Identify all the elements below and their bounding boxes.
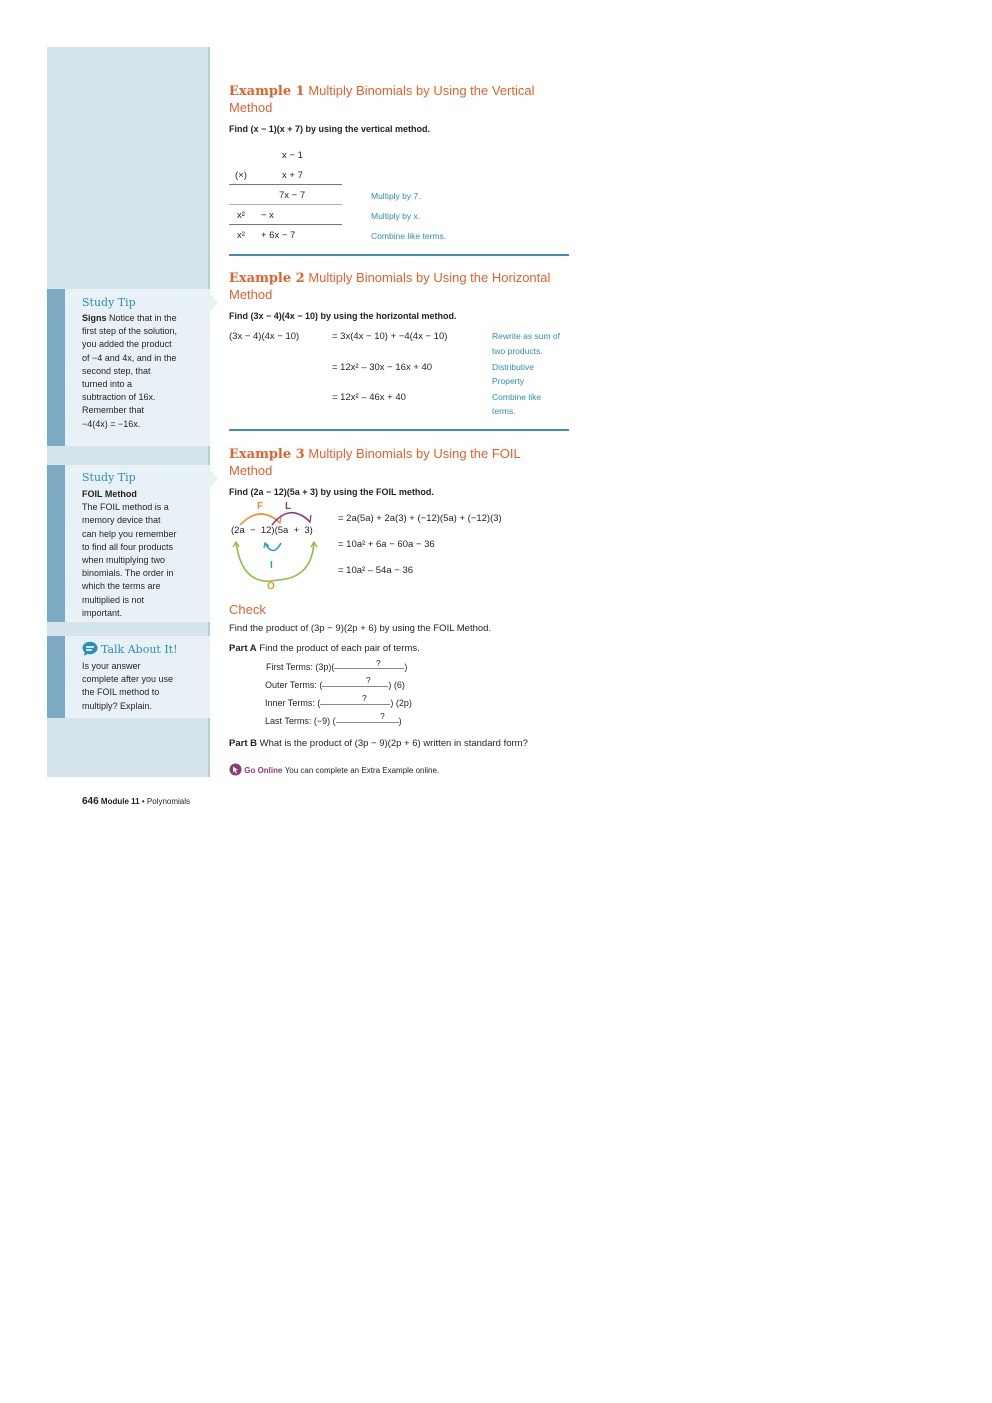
answer-placeholder-mark: ?	[380, 711, 385, 721]
answer-placeholder-mark: ?	[362, 693, 367, 703]
talk-line: the FOIL method to	[82, 687, 160, 698]
page-number: 646	[82, 796, 99, 807]
outer-terms-answer-field[interactable]	[322, 685, 388, 687]
talk-about-it	[47, 636, 210, 718]
tip-line: second step, that	[82, 365, 151, 376]
tip-line: The FOIL method is a	[82, 502, 169, 513]
example2-title	[229, 270, 574, 303]
part-b-label: Part B	[229, 738, 257, 749]
example1-title-text: Multiply Binomials by Using the Vertical	[308, 83, 535, 98]
example3-title-text: Method	[229, 463, 273, 478]
answer-placeholder-mark: ?	[376, 658, 381, 668]
tip-line: −4(4x) = −16x.	[82, 418, 141, 429]
example2-title-text: Multiply Binomials by Using the Horizontal	[308, 270, 551, 285]
term-label: Last Terms: (−9) (	[265, 716, 336, 726]
go-online-icon	[229, 763, 242, 778]
table-divider	[229, 184, 342, 185]
last-terms-answer-field[interactable]	[336, 721, 399, 723]
tip-line: subtraction of 16x.	[82, 392, 156, 403]
tip-line: memory device that	[82, 515, 161, 526]
study-tip-lead: FOIL Method	[82, 489, 137, 499]
table-cell: x²	[237, 210, 245, 221]
study-tip-body	[82, 488, 200, 620]
study-tip-heading: Study Tip	[82, 471, 136, 484]
tip-line: which the terms are	[82, 581, 161, 592]
foil-diagram	[228, 500, 340, 594]
example3-prompt: Find (2a − 12)(5a + 3) by using the FOIL method.	[229, 487, 434, 497]
foil-i-label: I	[270, 560, 273, 571]
term-close: )	[404, 662, 408, 672]
tip-line: binomials. The order in	[82, 568, 174, 579]
example2-note: Distributive	[492, 362, 535, 372]
answer-placeholder-mark: ?	[366, 675, 371, 685]
foil-arcs	[228, 500, 340, 594]
table-note: Multiply by x.	[371, 211, 421, 221]
foil-l-label: L	[285, 501, 292, 512]
tip-line: turned into a	[82, 379, 133, 390]
talk-line: Is your answer	[82, 661, 141, 671]
talk-icon	[82, 641, 99, 659]
check-heading: Check	[229, 602, 266, 617]
study-tip-foil	[47, 465, 210, 622]
footer-topic: Polynomials	[146, 797, 191, 806]
tip-pointer	[210, 294, 218, 312]
term-close: )	[398, 716, 402, 726]
foil-f-label: F	[257, 501, 264, 512]
footer-separator: •	[141, 797, 145, 806]
table-cell: x − 1	[282, 150, 303, 161]
table-divider	[229, 224, 342, 225]
example1-title-text: Method	[229, 100, 273, 115]
table-cell: − x	[261, 210, 274, 221]
example1-title	[229, 83, 574, 116]
go-online[interactable]	[229, 763, 439, 778]
tip-line: Remember that	[82, 405, 145, 416]
part-a	[229, 643, 420, 654]
page-footer	[82, 796, 190, 807]
example2-note: two products.	[492, 346, 543, 356]
part-a-label: Part A	[229, 643, 257, 654]
first-terms-answer-field[interactable]	[334, 667, 404, 669]
tip-line: first step of the solution,	[82, 326, 178, 337]
example2-note: Combine like	[492, 392, 542, 402]
talk-heading: Talk About It!	[101, 643, 178, 656]
inner-terms-answer-field[interactable]	[320, 703, 390, 705]
part-b	[229, 738, 528, 749]
study-tip-body	[82, 312, 200, 431]
talk-line: complete after you use	[82, 674, 174, 685]
tip-line: can help you remember	[82, 528, 177, 539]
table-note: Combine like terms.	[371, 231, 447, 241]
tip-line: Notice that in the	[109, 313, 177, 323]
example3-step: = 2a(5a) + 2a(3) + (−12)(5a) + (−12)(3)	[338, 513, 502, 524]
example2-lhs: (3x − 4)(4x − 10)	[229, 331, 300, 342]
tip-line: multiplied is not	[82, 594, 145, 605]
term-close: ) (2p)	[390, 698, 412, 708]
term-close: ) (6)	[388, 680, 405, 690]
tip-line: when multiplying two	[82, 555, 166, 566]
inner-terms-row	[265, 698, 412, 708]
tip-pointer	[210, 470, 218, 488]
tip-line: of −4 and 4x, and in the	[82, 352, 177, 363]
term-label: First Terms: (3p)(	[266, 662, 335, 672]
example3-step: = 10a² – 54a − 36	[338, 565, 414, 576]
example1-label: Example 1	[229, 84, 305, 99]
check-prompt: Find the product of (3p − 9)(2p + 6) by using the FOIL Method.	[229, 623, 492, 634]
example2-note: terms.	[492, 406, 516, 416]
outer-terms-row	[265, 680, 405, 690]
study-tip-lead: Signs	[82, 313, 107, 323]
term-label: Outer Terms: (	[265, 680, 323, 690]
example2-title-text: Method	[229, 287, 273, 302]
section-divider	[229, 429, 569, 431]
study-tip-heading: Study Tip	[82, 296, 136, 309]
first-terms-row	[266, 662, 407, 672]
table-note: Multiply by 7.	[371, 191, 421, 201]
example2-step: = 12x² – 30x − 16x + 40	[332, 362, 433, 373]
tip-accent-bar	[47, 636, 65, 718]
tip-line: you added the product	[82, 339, 172, 350]
talk-line: multiply? Explain.	[82, 700, 153, 711]
part-a-text: Find the product of each pair of terms.	[259, 643, 420, 654]
example3-title-text: Multiply Binomials by Using the FOIL	[308, 446, 521, 461]
talk-body	[82, 660, 200, 713]
example1-prompt: Find (x − 1)(x + 7) by using the vertical method.	[229, 124, 431, 134]
example2-step: = 3x(4x − 10) + −4(4x − 10)	[332, 331, 448, 342]
module-label: Module 11	[100, 797, 140, 806]
term-label: Inner Terms: (	[265, 698, 321, 708]
go-online-text: You can complete an Extra Example online.	[284, 766, 440, 775]
tip-accent-bar	[47, 465, 65, 622]
example2-note: Rewrite as sum of	[492, 331, 561, 341]
tip-line: to find all four products	[82, 541, 174, 552]
table-cell: x + 7	[282, 170, 303, 181]
table-cell: (×)	[235, 170, 247, 181]
example2-prompt: Find (3x − 4)(4x − 10) by using the horizontal method.	[229, 311, 457, 321]
table-cell: x²	[237, 230, 245, 241]
table-cell: 7x − 7	[279, 190, 306, 201]
example3-step: = 10a² + 6a − 60a − 36	[338, 539, 435, 550]
study-tip-signs	[47, 289, 210, 446]
tip-accent-bar	[47, 289, 65, 446]
example3-title	[229, 446, 574, 479]
section-divider	[229, 254, 569, 256]
tip-line: important.	[82, 607, 123, 618]
example2-step: = 12x² – 46x + 40	[332, 392, 406, 403]
table-cell: + 6x − 7	[261, 230, 296, 241]
example2-label: Example 2	[229, 271, 305, 286]
example3-label: Example 3	[229, 447, 305, 462]
table-divider	[229, 204, 342, 205]
foil-o-label: O	[267, 581, 275, 592]
part-b-text: What is the product of (3p − 9)(2p + 6) written in standard form?	[259, 738, 528, 749]
example2-note: Property	[492, 376, 525, 386]
go-online-label[interactable]: Go Online	[244, 766, 283, 775]
foil-expression: (2a − 12)(5a + 3)	[231, 525, 313, 536]
